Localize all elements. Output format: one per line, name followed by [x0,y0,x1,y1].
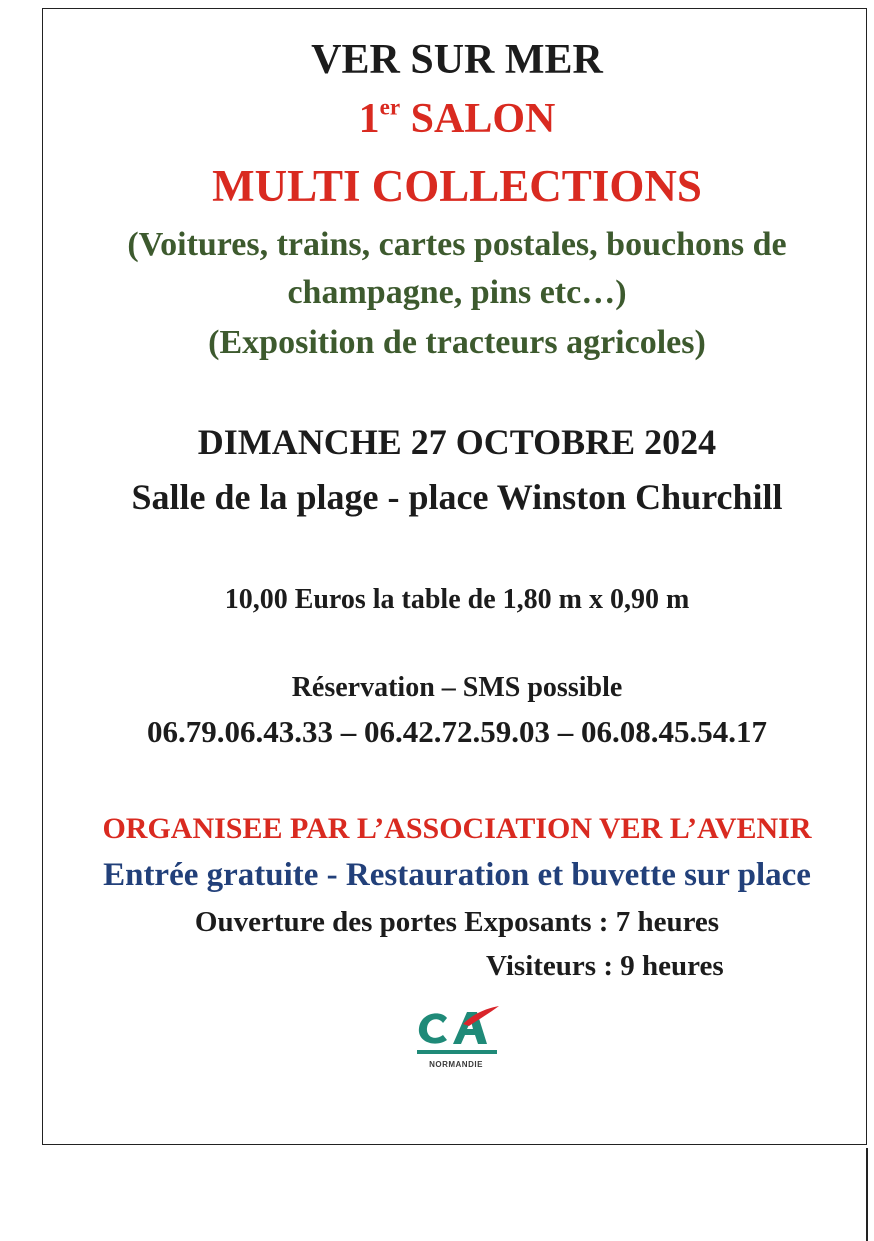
table-price: 10,00 Euros la table de 1,80 m x 0,90 m [224,584,690,615]
exhibitors-opening: Ouverture des portes Exposants : 7 heures [194,906,720,938]
tractor-exhibition: (Exposition de tracteurs agricoles) [208,324,706,361]
salon-heading [42,95,872,143]
event-title: MULTI COLLECTIONS [212,161,702,211]
page-edge-line [866,1148,868,1241]
reservation-info: Réservation – SMS possible [291,672,623,703]
salon-number: 1 [358,96,380,142]
salon-word: SALON [410,96,556,142]
town-heading: VER SUR MER [311,37,603,83]
entry-info: Entrée gratuite - Restauration et buvette sur place [103,857,811,893]
collections-list-line1: (Voitures, trains, cartes postales, bouchons de [127,226,787,263]
event-venue: Salle de la plage - place Winston Churchill [131,477,783,517]
organizer: ORGANISEE PAR L’ASSOCIATION VER L’AVENIR [102,812,812,845]
collections-list-line2: champagne, pins etc…) [287,274,627,311]
credit-agricole-logo [413,1004,503,1074]
event-date: DIMANCHE 27 OCTOBRE 2024 [197,422,717,462]
salon-ordinal-suffix: er [379,93,401,120]
logo-region-label: NORMANDIE [429,1060,483,1069]
visitors-opening: Visiteurs : 9 heures [486,950,724,982]
phone-numbers: 06.79.06.43.33 – 06.42.72.59.03 – 06.08.45.54.17 [147,714,767,749]
ca-logo-mark [413,1004,503,1060]
